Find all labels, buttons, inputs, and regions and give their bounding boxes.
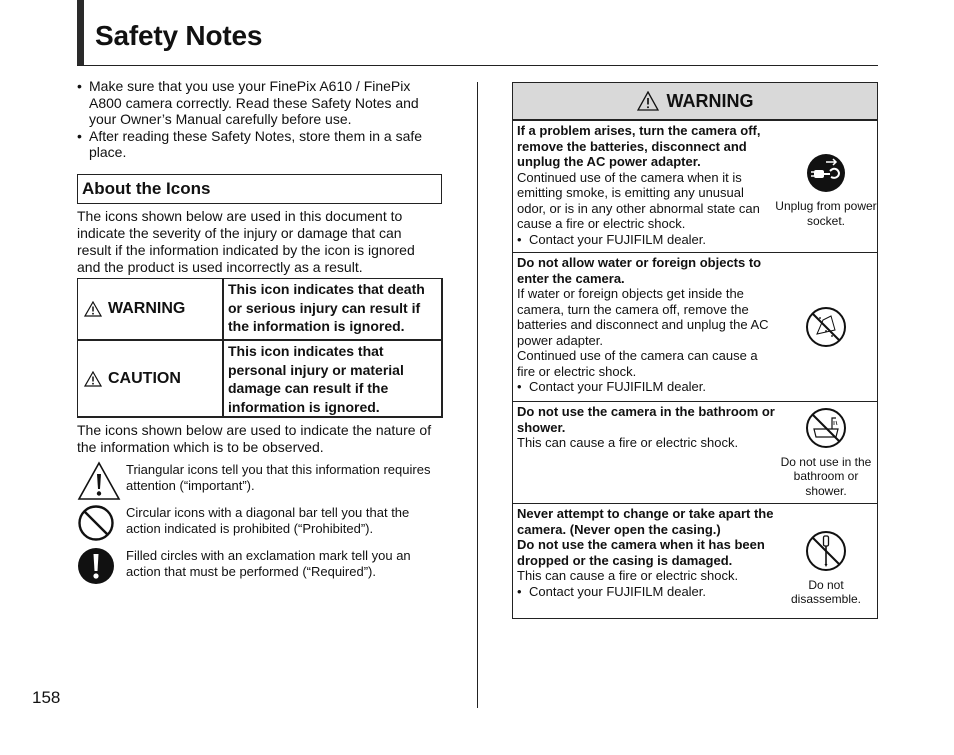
severity-row-caution [78, 339, 441, 416]
warning-item-heading: Do not use the camera when it has been dropped or the casing is damaged. [517, 537, 765, 568]
warning-item-icon-cell [775, 121, 877, 252]
legend-item-important [77, 461, 443, 506]
no-water-icon [805, 306, 847, 348]
legend-item-required [77, 547, 443, 590]
warning-item-problem [513, 120, 877, 252]
warning-item-text [513, 504, 775, 618]
warning-item-body: Continued use of the camera when it is emitting smoke, is emitting any unusual odor, or is in any other abnormal state can cause a fire or electric shock. [517, 169, 760, 231]
caution-triangle-icon [84, 371, 102, 387]
severity-description: This icon indicates that death or serious injury can result if the information is ignored. [228, 281, 425, 334]
warning-item-body: If water or foreign objects get inside the camera, turn the camera off, remove the batteries and disconnect and unplug the AC power adapter. [517, 286, 769, 348]
warning-item-body: This can cause a fire or electric shock. [517, 568, 739, 583]
warning-box-header [513, 83, 877, 120]
legend-text: Filled circles with an exclamation mark tell you an action that must be performed (“Required”). [126, 548, 411, 579]
nature-icons-paragraph: The icons shown below are used to indicate the nature of the information which is to be observed. [77, 422, 432, 455]
prohibited-circle-icon [77, 504, 115, 542]
severity-label [78, 279, 224, 339]
warning-item-heading: If a problem arises, turn the camera off, remove the batteries, disconnect and unplug the AC power adapter. [517, 123, 761, 169]
warning-item-heading: Never attempt to change or take apart the camera. (Never open the casing.) [517, 506, 774, 537]
warning-triangle-icon [637, 91, 659, 111]
intro-bullet: • Make sure that you use your FinePix A610 / FinePix A800 camera correctly. Read these Safety Notes and your Owner’s Manual carefully before use. [77, 78, 443, 128]
warning-item-icon-cell [775, 253, 877, 401]
title-accent-bar [77, 0, 84, 65]
section-heading-about-icons: About the Icons [77, 174, 442, 204]
warning-item-icon-cell [775, 402, 877, 503]
warning-item-body: Continued use of the camera can cause a fire or electric shock. [517, 348, 758, 379]
legend-text: Triangular icons tell you that this information requires attention (“important”). [126, 462, 431, 493]
page-title: Safety Notes [95, 20, 263, 51]
warning-item-caption: Do not use in the bathroom or shower. [780, 454, 872, 498]
warning-box-title: WARNING [666, 90, 754, 111]
warning-box [512, 82, 878, 619]
warning-item-bullet: • Contact your FUJIFILM dealer. [517, 232, 775, 248]
about-icons-paragraph: The icons shown below are used in this document to indicate the severity of the injury or damage that can result if the information indicated by the icon is ignored and the product is used incorrectly as a result. [77, 208, 415, 275]
unplug-icon [806, 153, 846, 193]
warning-item-bullet: • Contact your FUJIFILM dealer. [517, 584, 775, 600]
warning-item-body: This can cause a fire or electric shock. [517, 435, 739, 450]
severity-icon-table [77, 278, 443, 418]
warning-item-text [513, 402, 775, 503]
severity-label-text: WARNING [108, 300, 186, 317]
intro-bullets [77, 78, 443, 161]
warning-item-heading: Do not allow water or foreign objects to enter the camera. [517, 255, 762, 286]
warning-item-water [513, 252, 877, 401]
severity-row-warning [78, 279, 441, 339]
page-number: 158 [32, 688, 61, 707]
warning-item-text [513, 121, 775, 252]
warning-item-bullet: • Contact your FUJIFILM dealer. [517, 379, 775, 395]
intro-section [77, 78, 443, 161]
intro-bullet: • After reading these Safety Notes, store them in a safe place. [77, 128, 443, 161]
legend-item-prohibited [77, 504, 443, 547]
required-exclamation-icon [77, 547, 115, 585]
warning-item-caption: Unplug from power socket. [775, 199, 877, 228]
warning-triangle-icon [84, 301, 102, 317]
warning-item-icon-cell [775, 504, 877, 618]
no-disassemble-icon [805, 530, 847, 572]
warning-item-heading: Do not use the camera in the bathroom or shower. [517, 404, 775, 435]
triangle-exclamation-icon [77, 461, 121, 501]
severity-label-text: CAUTION [108, 369, 181, 387]
no-bathroom-icon [805, 407, 847, 449]
column-divider [477, 82, 478, 708]
warning-item-text [513, 253, 775, 401]
warning-item-disassemble [513, 503, 877, 618]
warning-item-caption: Do not disassemble. [790, 577, 862, 606]
title-bar [77, 0, 878, 66]
severity-description: This icon indicates that personal injury or material damage can result if the information is ignored. [228, 343, 404, 415]
warning-item-bathroom [513, 401, 877, 503]
legend-text: Circular icons with a diagonal bar tell you that the action indicated is prohibited (“Prohibited”). [126, 505, 410, 536]
severity-label [78, 341, 224, 416]
